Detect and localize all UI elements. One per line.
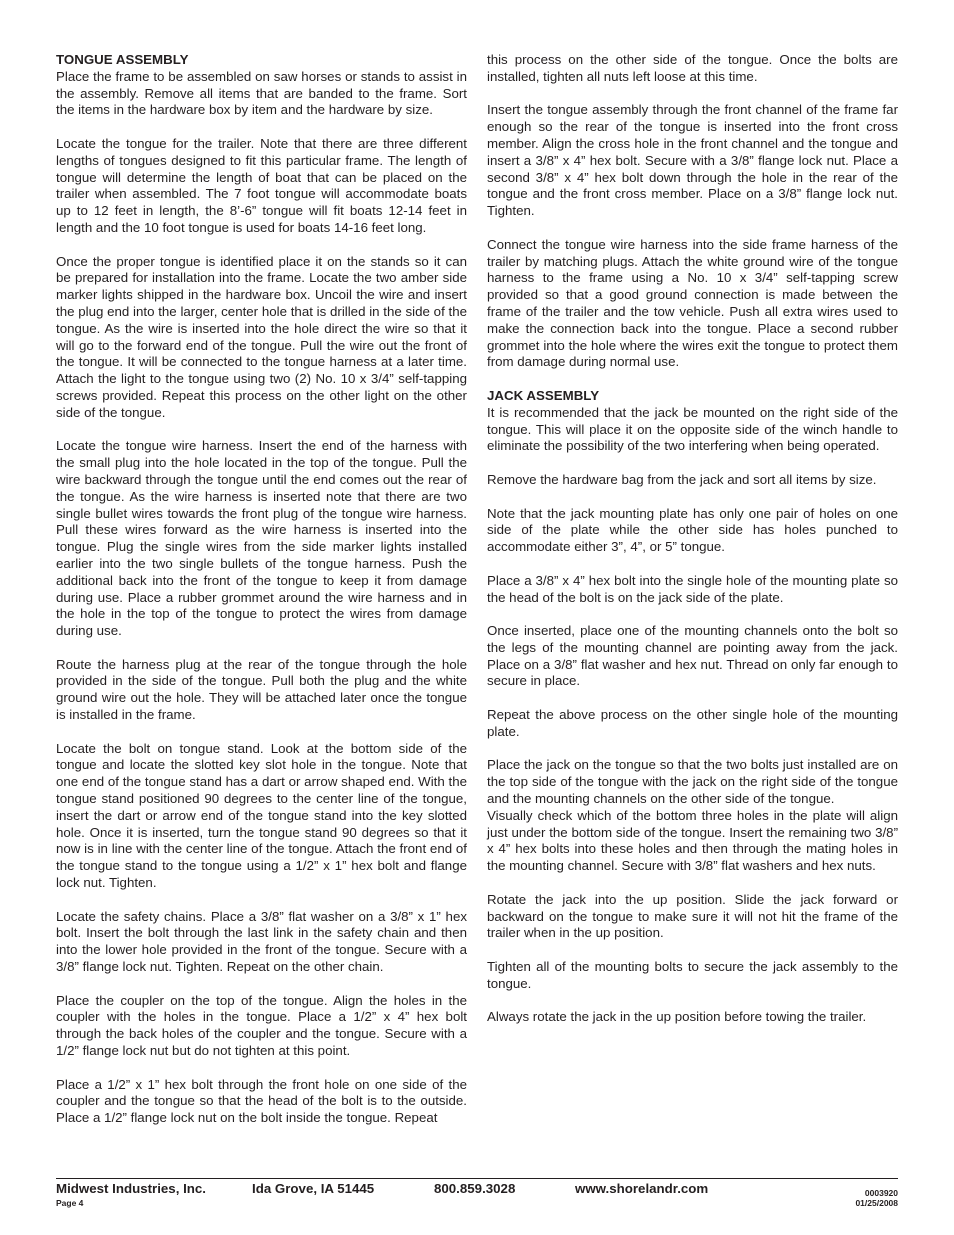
jack-assembly-heading: JACK ASSEMBLY bbox=[487, 387, 600, 403]
paragraph: Connect the tongue wire harness into the side frame harness of the trailer by matching plugs. Attach the white ground wire of the tongue harness to the frame using a No. 10 x 3/4” self-tapping screw provided so that a good ground connection is made between the frame of the trailer and the tow vehicle. Push all extra wires used to make the connection back into the tongue. Place a second rubber grommet into the hole where the wires exit the tongue to protect them from damage during normal use. bbox=[487, 236, 898, 370]
paragraph: Repeat the above process on the other single hole of the mounting plate. bbox=[487, 707, 898, 739]
paragraph: Place a 3/8” x 4” hex bolt into the single hole of the mounting plate so the head of the bolt is on the jack side of the plate. bbox=[487, 572, 898, 605]
footer-phone: 800.859.3028 bbox=[434, 1181, 516, 1196]
doc-date: 01/25/2008 bbox=[855, 1198, 898, 1208]
tongue-assembly-heading: TONGUE ASSEMBLY bbox=[56, 52, 189, 67]
paragraph: Locate the safety chains. Place a 3/8” flat washer on a 3/8” x 1” hex bolt. Insert the bolt through the last link in the safety chain and then into the lower hole provided in the front of the tongue. Secure with a 3/8” flange lock nut. Tighten. Repeat on the other chain. bbox=[56, 908, 467, 975]
page-footer bbox=[56, 1181, 898, 1221]
paragraph: It is recommended that the jack be mounted on the right side of the tongue. This will place it on the opposite side of the winch handle to eliminate the possibility of the two interfering when being operated. bbox=[487, 404, 898, 454]
paragraph: Place the jack on the tongue so that the two bolts just installed are on the top side of the tongue with the jack on the right side of the tongue and the mounting channels on the other side of the tongue. bbox=[487, 757, 898, 807]
footer-company: Midwest Industries, Inc. bbox=[56, 1181, 206, 1196]
paragraph: Always rotate the jack in the up position before towing the trailer. bbox=[487, 1009, 867, 1025]
footer-website: www.shorelandr.com bbox=[575, 1181, 709, 1196]
paragraph: Locate the tongue wire harness. Insert the end of the harness with the small plug into the hole located in the top of the tongue. Pull the wire backward through the tongue until the end comes out the rear of the tongue. As the wire harness is inserted note that there are two single bullet wires towards the front plug of the tongue wire harness. Pull these wires forward as the wire harness is inserted into the tongue. Plug the single wires from the side marker lights installed earlier into the two single bullets of the tongue harness. Push the additional back into the front of the tongue to keep it from damage during use. Place a rubber grommet around the wire harness and in the hole in the top of the tongue to protect the wires from damage during use. bbox=[56, 438, 467, 639]
footer-divider bbox=[56, 1178, 898, 1179]
paragraph: Note that the jack mounting plate has only one pair of holes on one side of the plate while the other side has holes punched to accommodate either 3”, 4”, or 5” tongue. bbox=[487, 505, 898, 555]
paragraph: Once inserted, place one of the mounting channels onto the bolt so the legs of the mounting channel are pointing away from the jack. Place on a 3/8” flat washer and hex nut. Thread on only far enough to secure in place. bbox=[487, 623, 898, 689]
paragraph: Remove the hardware bag from the jack and sort all items by size. bbox=[487, 471, 877, 487]
paragraph: Place the frame to be assembled on saw horses or stands to assist in the assembly. Remove all items that are banded to the frame. Sort the items in the hardware box by item and the hardware by size. bbox=[56, 68, 467, 118]
paragraph: Locate the bolt on tongue stand. Look at the bottom side of the tongue and locate the slotted key slot hole in the tongue. Note that one end of the tongue stand has a dart or arrow shaped end. With the tongue stand positioned 90 degrees to the center line of the tongue, insert the dart or arrow end of the tongue stand into the key slotted hole. Once it is inserted, turn the tongue stand 90 degrees so that it now is in line with the center line of the tongue. Attach the front end of the tongue stand to the tongue using a 1/2” x 1” hex bolt and flange lock nut. Tighten. bbox=[56, 740, 467, 891]
right-column bbox=[487, 52, 898, 1026]
document-id bbox=[855, 1188, 898, 1208]
paragraph: Locate the tongue for the trailer. Note that there are three different lengths of tongues designed to fit this particular frame. The length of tongue will determine the length of boat that can be placed on the trailer when assembled. The 7 foot tongue will accommodate boats up to 12 feet in length, the 8’-6” tongue will fit boats 12-14 feet in length and the 10 foot tongue is used for boats 14-16 feet long. bbox=[56, 135, 467, 235]
footer-city: Ida Grove, IA 51445 bbox=[252, 1181, 375, 1196]
paragraph: Place a 1/2” x 1” hex bolt through the front hole on one side of the coupler and the tongue so that the head of the bolt is to the outside. Place a 1/2” flange lock nut on the bolt inside the tongue. Repeat bbox=[56, 1076, 467, 1126]
page-number: Page 4 bbox=[56, 1198, 84, 1208]
paragraph: this process on the other side of the tongue. Once the bolts are installed, tighten all nuts left loose at this time. bbox=[487, 52, 898, 84]
paragraph: Visually check which of the bottom three holes in the plate will align just under the bottom side of the tongue. Insert the remaining two 3/8” x 4” hex bolts into these holes and then through the mating holes in the mounting channel. Secure with 3/8” flat washers and hex nuts. bbox=[487, 807, 898, 874]
paragraph: Tighten all of the mounting bolts to secure the jack assembly to the tongue. bbox=[487, 959, 898, 991]
paragraph: Rotate the jack into the up position. Slide the jack forward or backward on the tongue to make sure it will not hit the frame of the trailer when in the up position. bbox=[487, 891, 898, 941]
paragraph: Place the coupler on the top of the tongue. Align the holes in the coupler with the holes in the tongue. Place a 1/2” x 4” hex bolt through the back holes of the coupler and the tongue. Secure with a 1/2” flange lock nut but do not tighten at this point. bbox=[56, 992, 467, 1059]
paragraph: Insert the tongue assembly through the front channel of the frame far enough so the rear of the tongue is inserted into the front cross member. Align the cross hole in the front channel and the tongue and insert a 3/8” x 4” hex bolt. Secure with a 3/8” flange lock nut. Place a second 3/8” x 4” hex bolt down through the hole in the rear of the tongue and the front cross member. Place on a 3/8” flange lock nut. Tighten. bbox=[487, 102, 898, 219]
left-column bbox=[56, 52, 467, 1127]
paragraph: Route the harness plug at the rear of the tongue through the hole provided in the side of the tongue. Pull both the plug and the white ground wire out the hole. They will be attached later once the tongue is installed in the frame. bbox=[56, 656, 467, 723]
doc-number: 0003920 bbox=[864, 1188, 898, 1198]
paragraph: Once the proper tongue is identified place it on the stands so it can be prepared for installation into the frame. Locate the two amber side marker lights shipped in the hardware box. Uncoil the wire and insert the plug end into the larger, center hole that is drilled in the side of the tongue. As the wire is inserted into the hole direct the wire so that it will go to the forward end of the tongue. Pull the wire out the front of the tongue. It will be connected to the tongue harness at a later time. Attach the light to the tongue using two (2) No. 10 x 3/4” self-tapping screws provided. Repeat this process on the other light on the other side of the tongue. bbox=[56, 253, 467, 420]
